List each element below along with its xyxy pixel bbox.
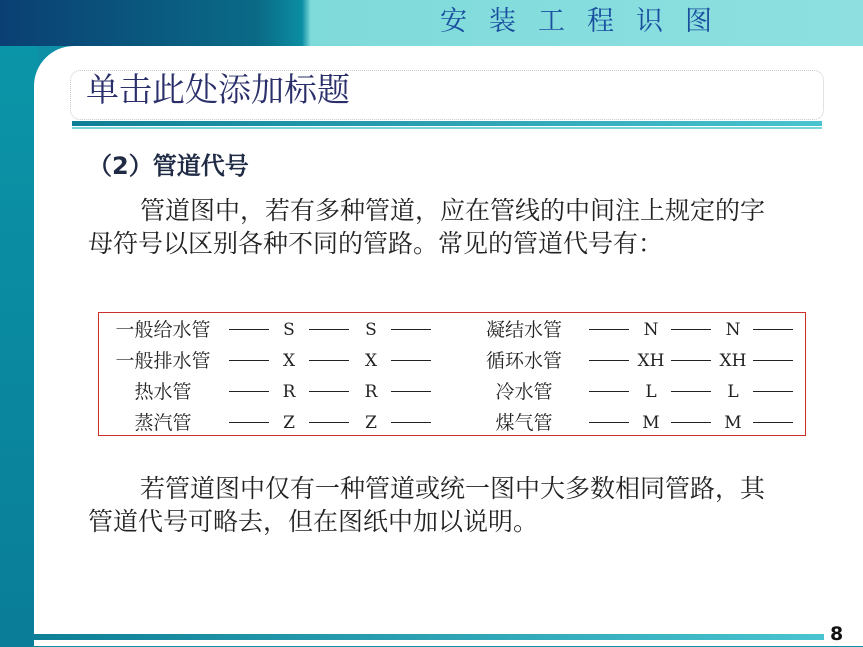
pipe-code: Z	[283, 413, 295, 433]
pipe-code: M	[642, 413, 660, 433]
leader-line	[671, 329, 711, 330]
pipe-code: L	[727, 382, 739, 402]
leader-line	[589, 422, 629, 423]
leader-line	[229, 360, 269, 361]
title-underline-thin	[72, 127, 822, 129]
leader-line	[229, 329, 269, 330]
leader-line	[671, 360, 711, 361]
leader-line	[229, 422, 269, 423]
pipe-code: X	[282, 351, 296, 371]
pipe-code-row	[99, 315, 805, 345]
paragraph-intro-text: 管道图中，若有多种管道，应在管线的中间注上规定的字母符号以区别各种不同的管路。常见的管道代号有：	[88, 196, 766, 258]
leader-line	[229, 391, 269, 392]
pipe-code: XH	[637, 351, 665, 371]
pipe-code: N	[725, 320, 741, 340]
pipe-code: S	[283, 320, 295, 340]
pipe-code: N	[643, 320, 659, 340]
pipe-code-table	[98, 312, 806, 436]
leader-line	[671, 422, 711, 423]
title-underline	[72, 121, 822, 126]
pipe-name-left: 一般给水管	[115, 319, 211, 341]
leader-line	[309, 391, 349, 392]
leader-line	[309, 329, 349, 330]
pipe-code: L	[645, 382, 657, 402]
pipe-name-left: 热水管	[134, 381, 192, 403]
leader-line	[589, 391, 629, 392]
pipe-code: R	[282, 382, 296, 402]
pipe-code: M	[724, 413, 742, 433]
pipe-name-right: 煤气管	[495, 412, 553, 434]
pipe-name-right: 循环水管	[485, 350, 562, 372]
pipe-name-left: 一般排水管	[115, 350, 211, 372]
pipe-name-right: 凝结水管	[485, 319, 562, 341]
pipe-code-row	[99, 408, 805, 438]
pipe-code: XH	[719, 351, 747, 371]
leader-line	[671, 391, 711, 392]
leader-line	[391, 360, 431, 361]
leader-line	[589, 329, 629, 330]
pipe-code: X	[364, 351, 378, 371]
pipe-name-left: 蒸汽管	[134, 412, 192, 434]
page-number: 8	[830, 623, 844, 645]
pipe-code: R	[364, 382, 378, 402]
leader-line	[589, 360, 629, 361]
leader-line	[391, 329, 431, 330]
section-heading: （2）管道代号	[88, 152, 249, 180]
pipe-name-right: 冷水管	[495, 381, 553, 403]
leader-line	[753, 360, 793, 361]
paragraph-intro	[88, 194, 788, 260]
leader-line	[753, 329, 793, 330]
slide-title[interactable]: 单击此处添加标题	[86, 70, 350, 109]
pipe-code: Z	[365, 413, 377, 433]
paragraph-note	[88, 472, 788, 538]
leader-line	[309, 422, 349, 423]
header-title: 安装工程识图	[440, 6, 734, 37]
footer-band	[34, 634, 824, 640]
pipe-code: S	[365, 320, 377, 340]
paragraph-note-text: 若管道图中仅有一种管道或统一图中大多数相同管路，其管道代号可略去，但在图纸中加以说明。	[88, 474, 766, 536]
leader-line	[309, 360, 349, 361]
left-band	[0, 46, 38, 647]
pipe-code-row	[99, 377, 805, 407]
leader-line	[753, 391, 793, 392]
leader-line	[391, 422, 431, 423]
pipe-code-row	[99, 346, 805, 376]
leader-line	[753, 422, 793, 423]
leader-line	[391, 391, 431, 392]
